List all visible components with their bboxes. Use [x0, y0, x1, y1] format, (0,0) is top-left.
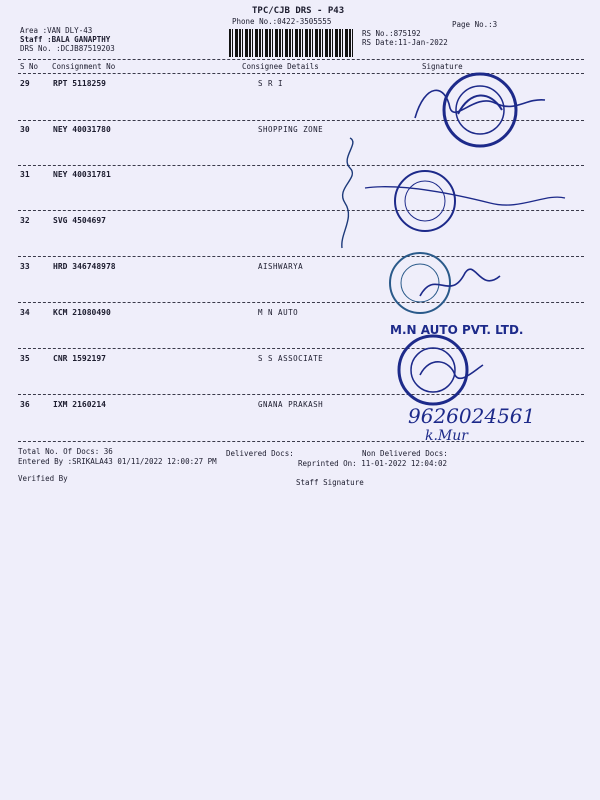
row-sno: 35 [20, 354, 30, 363]
row-sno: 31 [20, 170, 30, 179]
rs-number: RS No.:875192 [362, 29, 421, 38]
row-consignment: HRD 346748978 [53, 262, 116, 271]
row-divider [18, 394, 584, 395]
handwritten-phone: 9626024561 [408, 404, 536, 428]
col-signature: Signature [422, 62, 463, 71]
row-consignee: GNANA PRAKASH [258, 400, 324, 409]
row-consignment: SVG 4504697 [53, 216, 106, 225]
col-consignee: Consignee Details [242, 62, 319, 71]
row-divider [18, 348, 584, 349]
table-row [0, 354, 600, 394]
row-sno: 33 [20, 262, 30, 271]
staff-signature-label: Staff Signature [296, 478, 364, 487]
row-sno: 36 [20, 400, 30, 409]
entered-by: Entered By :SRIKALA43 01/11/2022 12:00:27 PM [18, 457, 217, 466]
row-consignment: NEY 40031780 [53, 125, 111, 134]
table-row [0, 262, 600, 302]
ss-associates-seal-stamp [395, 330, 485, 410]
page-number: Page No.:3 [452, 20, 498, 29]
col-consignment: Consignment No [52, 62, 116, 71]
row-consignee: S R I [258, 79, 284, 88]
area-label: Area :VAN DLY-43 [20, 26, 93, 35]
drs-number: DRS No. :DCJB87519203 [20, 44, 115, 53]
total-docs: Total No. Of Docs: 36 [18, 447, 113, 456]
non-delivered-docs: Non Delivered Docs: [362, 449, 448, 458]
verified-by: Verified By [18, 474, 68, 483]
row-consignment: CNR 1592197 [53, 354, 106, 363]
header-divider [18, 59, 584, 60]
phone-number: Phone No.:0422-3505555 [232, 17, 332, 26]
row-consignment: KCM 21080490 [53, 308, 111, 317]
row-consignee: M N AUTO [258, 308, 299, 317]
aishwarya-seal-stamp [380, 248, 510, 318]
row-consignment: IXM 2160214 [53, 400, 106, 409]
reprinted-on: Reprinted On: 11-01-2022 12:04:02 [298, 459, 448, 468]
col-sno: S No [20, 62, 39, 71]
signature-scribble [405, 78, 555, 128]
row-consignment: NEY 40031781 [53, 170, 111, 179]
delivered-docs: Delivered Docs: [226, 449, 294, 458]
handwritten-name: k.Mur [425, 428, 468, 444]
row-sno: 34 [20, 308, 30, 317]
bracket-signature [330, 133, 570, 253]
document-title: TPC/CJB DRS - P43 [252, 6, 345, 16]
row-consignee: SHOPPING ZONE [258, 125, 324, 134]
row-sno: 30 [20, 125, 30, 134]
rs-date: RS Date:11-Jan-2022 [362, 38, 448, 47]
row-divider [18, 441, 584, 442]
barcode [229, 29, 354, 57]
row-consignment: RPT 5118259 [53, 79, 106, 88]
row-consignee: S S ASSOCIATE [258, 354, 324, 363]
mn-auto-stamp-text: M.N AUTO PVT. LTD. [390, 323, 524, 337]
row-sno: 32 [20, 216, 30, 225]
staff-label: Staff :BALA GANAPTHY [20, 35, 111, 44]
row-consignee: AISHWARYA [258, 262, 304, 271]
row-sno: 29 [20, 79, 30, 88]
